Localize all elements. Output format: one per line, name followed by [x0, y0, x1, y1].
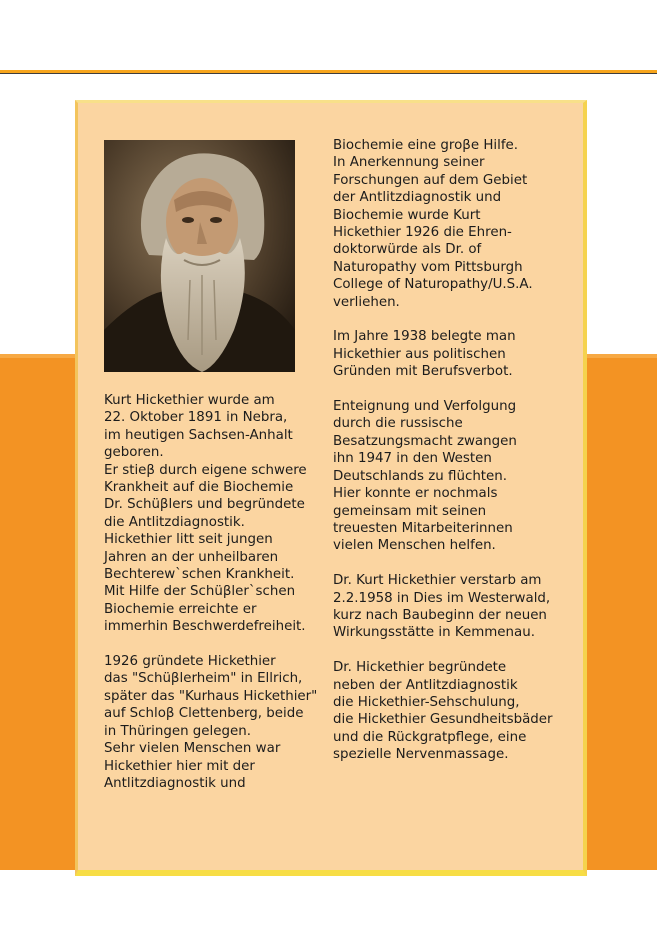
paragraph: Dr. Hickethier begründete neben der Antlitzdiagnostik die Hickethier-Sehschulung, die Hickethier Gesundheitsbäder und die Rückgratpflege, eine spezielle Nervenmassage. [333, 660, 553, 763]
paragraph: Biochemie eine groβe Hilfe. In Anerkennung seiner Forschungen auf dem Gebiet der Antlitzdiagnostik und Biochemie wurde Kurt Hickethier 1926 die Ehren- doktorwürde als Dr. of Naturopathy vom Pittsburgh College of Naturopathy/U.S.A. verliehen. [333, 138, 533, 310]
paragraph: 1926 gründete Hickethier das "Schüβlerheim" in Ellrich, später das "Kurhaus Hickethier" auf Schloβ Clettenberg, beide in Thüringen gelegen. Sehr vielen Menschen war Hickethier hier mit der Antlitzdiagnostik und [104, 654, 318, 791]
paragraph: Kurt Hickethier wurde am 22. Oktober 1891 in Nebra, im heutigen Sachsen-Anhalt geboren. Er stieβ durch eigene schwere Krankheit auf die Biochemie Dr. Schüβlers und begründete die Antlitzdiagnostik. Hickethier litt seit jungen Jahren an der unheilbaren Bechterew`schen Krankheit. Mit Hilfe der Schüβler`schen Biochemie erreichte er immerhin Beschwerdefreiheit. [104, 393, 307, 635]
right-text-column [333, 137, 573, 781]
top-rule-shadow [0, 73, 657, 74]
paragraph: Dr. Kurt Hickethier verstarb am 2.2.1958 in Dies im Westerwald, kurz nach Baubeginn der neuen Wirkungsstätte in Kemmenau. [333, 573, 551, 641]
left-text-column [104, 392, 336, 810]
paragraph: Enteignung und Verfolgung durch die russische Besatzungsmacht zwangen ihn 1947 in den Westen Deutschlands zu flüchten. Hier konnte er nochmals gemeinsam mit seinen treuesten Mitarbeiterinnen vielen Menschen helfen. [333, 399, 517, 554]
portrait-photo [104, 140, 295, 372]
portrait-illustration [104, 140, 295, 372]
paragraph: Im Jahre 1938 belegte man Hickethier aus politischen Gründen mit Berufsverbot. [333, 329, 516, 380]
